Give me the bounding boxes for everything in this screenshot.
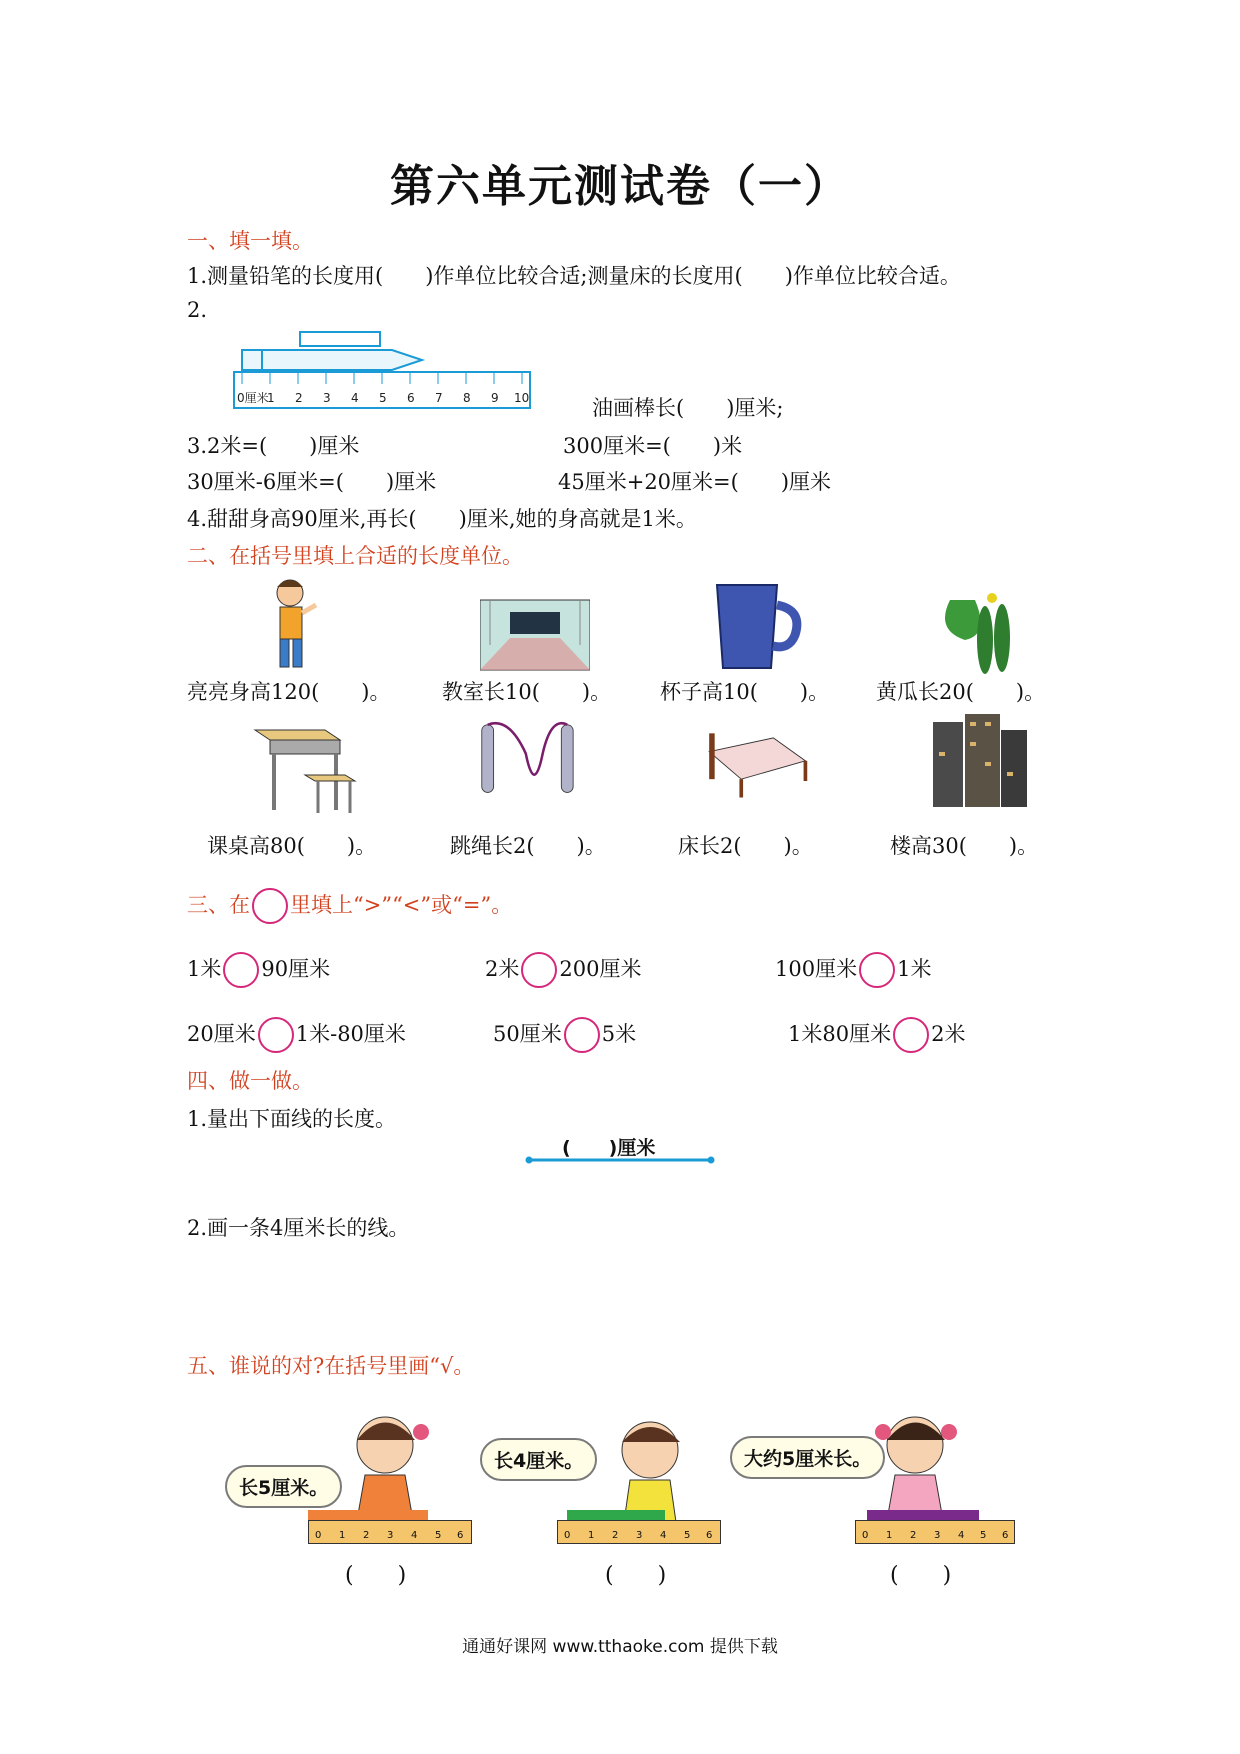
kid2-stick xyxy=(567,1510,665,1520)
compare-item xyxy=(493,1017,636,1053)
compare-left: 20厘米 xyxy=(187,1022,256,1046)
desk-picture xyxy=(250,715,360,815)
speech-bubble: 大约5厘米长。 xyxy=(730,1436,885,1479)
ruler-num: 1 xyxy=(886,1530,893,1541)
ruler-num: 0 xyxy=(315,1530,322,1541)
row2-item: 床长2( )。 xyxy=(678,834,813,858)
q3-d: 45厘米+20厘米=( )厘米 xyxy=(558,470,832,494)
answer-circle[interactable] xyxy=(258,1017,294,1053)
ruler-num: 5 xyxy=(684,1530,691,1541)
ruler-label: 9 xyxy=(491,391,499,405)
jump-rope-picture xyxy=(475,712,585,812)
speech-bubble: 长4厘米。 xyxy=(480,1438,597,1481)
ruler-label: 10 xyxy=(514,391,530,405)
compare-item xyxy=(187,1017,406,1053)
ruler-label: 1 xyxy=(267,391,275,405)
ruler-num: 2 xyxy=(363,1530,370,1541)
ruler-label: 8 xyxy=(463,391,471,405)
compare-left: 1米80厘米 xyxy=(788,1022,892,1046)
cucumber-picture xyxy=(930,580,1040,680)
compare-right: 5米 xyxy=(601,1022,637,1046)
compare-item xyxy=(187,952,330,988)
row1-item: 杯子高10( )。 xyxy=(660,680,830,704)
ruler-label: 2 xyxy=(295,391,303,405)
ruler-label: 3 xyxy=(323,391,331,405)
ruler-num: 1 xyxy=(588,1530,595,1541)
ruler-label: 0厘米 xyxy=(237,391,269,405)
row2-item: 跳绳长2( )。 xyxy=(450,834,606,858)
q2-number: 2. xyxy=(187,298,208,322)
circle-icon xyxy=(252,888,288,924)
bed-picture xyxy=(700,720,810,820)
compare-left: 2米 xyxy=(485,957,520,981)
q3-a: 3.2米=( )厘米 xyxy=(187,434,360,458)
classroom-picture xyxy=(480,585,590,685)
q3-c: 30厘米-6厘米=( )厘米 xyxy=(187,470,437,494)
compare-right: 90厘米 xyxy=(261,957,331,981)
kid3-ruler-body xyxy=(855,1520,1015,1544)
answer-circle[interactable] xyxy=(521,952,557,988)
section4-q2: 2.画一条4厘米长的线。 xyxy=(187,1216,410,1240)
row1-item: 黄瓜长20( )。 xyxy=(876,680,1046,704)
crayon-on-ruler-image xyxy=(232,330,572,410)
ruler-num: 5 xyxy=(980,1530,987,1541)
compare-item xyxy=(775,952,931,988)
ruler-label: 4 xyxy=(351,391,359,405)
section2-heading: 二、在括号里填上合适的长度单位。 xyxy=(187,544,523,568)
ruler-num: 3 xyxy=(387,1530,394,1541)
compare-item xyxy=(788,1017,965,1053)
ruler-num: 0 xyxy=(564,1530,571,1541)
boy-picture xyxy=(250,575,360,675)
answer-paren[interactable]: ( ) xyxy=(890,1563,952,1588)
answer-paren[interactable]: ( ) xyxy=(605,1563,667,1588)
building-picture xyxy=(925,712,1035,812)
kid2-ruler-body xyxy=(557,1520,721,1544)
compare-right: 1米-80厘米 xyxy=(295,1022,406,1046)
compare-right: 200厘米 xyxy=(559,957,642,981)
speech-bubble: 长5厘米。 xyxy=(225,1465,342,1508)
section3-heading xyxy=(187,888,512,924)
section4-heading: 四、做一做。 xyxy=(187,1069,313,1093)
measure-line xyxy=(525,1153,715,1167)
row1-item: 教室长10( )。 xyxy=(442,680,612,704)
ruler-num: 0 xyxy=(862,1530,869,1541)
ruler-num: 3 xyxy=(636,1530,643,1541)
compare-left: 100厘米 xyxy=(775,957,858,981)
section5-heading: 五、谁说的对?在括号里画“√。 xyxy=(187,1354,475,1378)
q1-text: 1.测量铅笔的长度用( )作单位比较合适;测量床的长度用( )作单位比较合适。 xyxy=(187,264,961,288)
kid1-stick xyxy=(308,1510,428,1520)
compare-left: 50厘米 xyxy=(493,1022,562,1046)
measure-label: ( )厘米 xyxy=(562,1137,656,1159)
section1-heading: 一、填一填。 xyxy=(187,229,313,253)
ruler-num: 1 xyxy=(339,1530,346,1541)
section3-heading-pre: 三、在 xyxy=(187,893,250,917)
footer-credit: 通通好课网 www.tthaoke.com 提供下载 xyxy=(462,1637,778,1657)
ruler-num: 6 xyxy=(706,1530,713,1541)
ruler-num: 6 xyxy=(457,1530,464,1541)
ruler-label: 5 xyxy=(379,391,387,405)
kid1-ruler-body xyxy=(308,1520,472,1544)
compare-right: 2米 xyxy=(931,1022,966,1046)
ruler-num: 2 xyxy=(612,1530,619,1541)
cup-picture xyxy=(705,580,815,680)
ruler-num: 6 xyxy=(1002,1530,1009,1541)
answer-circle[interactable] xyxy=(223,952,259,988)
row2-item: 楼高30( )。 xyxy=(890,834,1039,858)
q2-answer: 油画棒长( )厘米; xyxy=(592,396,784,420)
answer-paren[interactable]: ( ) xyxy=(345,1563,407,1588)
ruler-label: 7 xyxy=(435,391,443,405)
ruler-num: 5 xyxy=(435,1530,442,1541)
q3-b: 300厘米=( )米 xyxy=(563,434,743,458)
section4-q1: 1.量出下面线的长度。 xyxy=(187,1107,397,1131)
ruler-num: 3 xyxy=(934,1530,941,1541)
row2-item: 课桌高80( )。 xyxy=(207,834,377,858)
ruler-num: 4 xyxy=(958,1530,965,1541)
compare-left: 1米 xyxy=(187,957,222,981)
q4-text: 4.甜甜身高90厘米,再长( )厘米,她的身高就是1米。 xyxy=(187,507,697,531)
compare-item xyxy=(485,952,641,988)
ruler-label: 6 xyxy=(407,391,415,405)
ruler-num: 4 xyxy=(411,1530,418,1541)
compare-right: 1米 xyxy=(897,957,932,981)
answer-circle[interactable] xyxy=(564,1017,600,1053)
row1-item: 亮亮身高120( )。 xyxy=(187,680,391,704)
ruler-num: 2 xyxy=(910,1530,917,1541)
kid3-stick xyxy=(867,1510,979,1520)
ruler-num: 4 xyxy=(660,1530,667,1541)
answer-circle[interactable] xyxy=(893,1017,929,1053)
section3-heading-post: 里填上“>”“<”或“=”。 xyxy=(290,893,513,917)
page-title: 第六单元测试卷（一） xyxy=(390,161,850,212)
answer-circle[interactable] xyxy=(859,952,895,988)
